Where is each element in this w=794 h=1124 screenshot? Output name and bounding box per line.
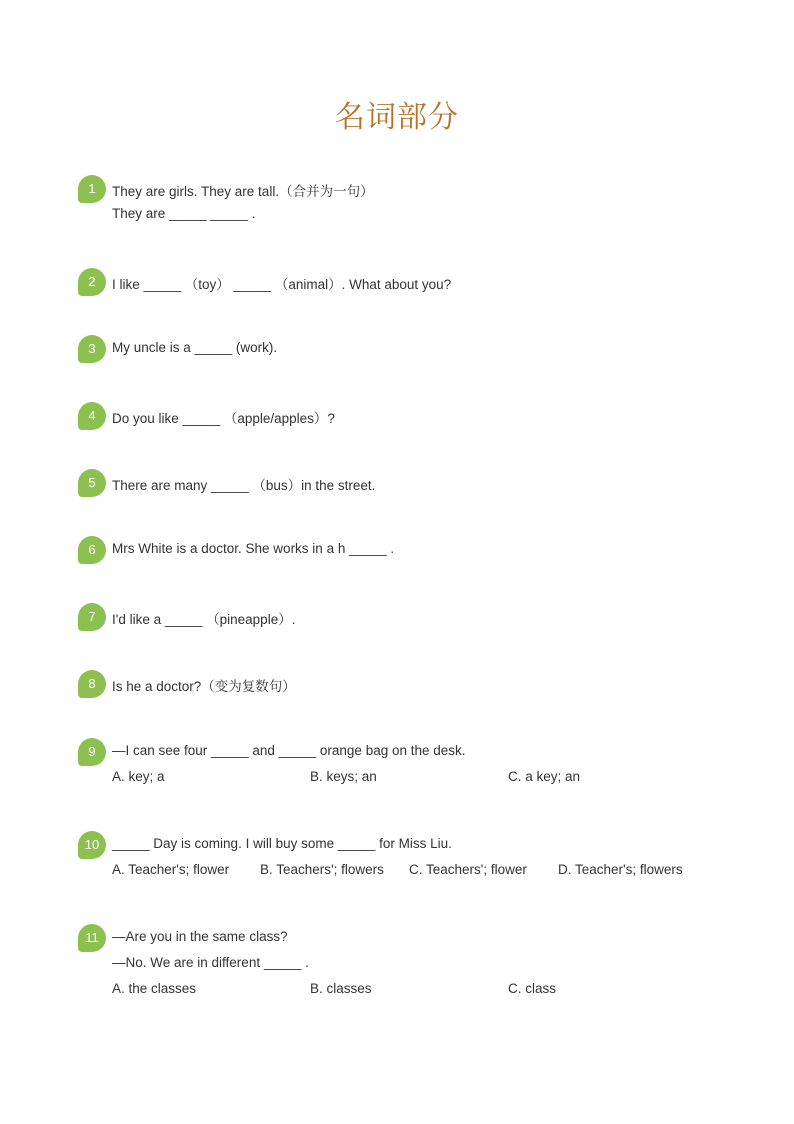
question-text: There are many _____ （bus）in the street. xyxy=(112,478,376,493)
question-number-badge: 4 xyxy=(78,402,106,430)
option-b: B. Teachers'; flowers xyxy=(260,862,384,877)
question-text: _____ Day is coming. I will buy some _____ for Miss Liu. xyxy=(112,836,452,851)
question-number-badge: 8 xyxy=(78,670,106,698)
option-d: D. Teacher's; flowers xyxy=(558,862,683,877)
question-text: Mrs White is a doctor. She works in a h _____ . xyxy=(112,541,395,556)
question-text: My uncle is a _____ (work). xyxy=(112,340,278,355)
question-number-badge: 1 xyxy=(78,175,106,203)
question-text: —No. We are in different _____ . xyxy=(112,955,309,970)
question-text: They are _____ _____ . xyxy=(112,206,256,221)
option-a: A. key; a xyxy=(112,769,165,784)
question-text: Is he a doctor?（变为复数句） xyxy=(112,679,296,694)
option-b: B. classes xyxy=(310,981,372,996)
question-number-badge: 9 xyxy=(78,738,106,766)
question-number-badge: 2 xyxy=(78,268,106,296)
option-b: B. keys; an xyxy=(310,769,377,784)
question-number-badge: 7 xyxy=(78,603,106,631)
question-number-badge: 3 xyxy=(78,335,106,363)
question-number-badge: 10 xyxy=(78,831,106,859)
page-title: 名词部分 xyxy=(335,100,459,135)
question-text: —I can see four _____ and _____ orange bag on the desk. xyxy=(112,743,466,758)
option-c: C. class xyxy=(508,981,557,996)
question-text: I like _____ （toy） _____ （animal）. What about you? xyxy=(112,277,452,292)
option-a: A. the classes xyxy=(112,981,197,996)
option-c: C. Teachers'; flower xyxy=(409,862,527,877)
question-number-badge: 6 xyxy=(78,536,106,564)
question-text: Do you like _____ （apple/apples）? xyxy=(112,411,335,426)
question-number-badge: 11 xyxy=(78,924,106,952)
question-number-badge: 5 xyxy=(78,469,106,497)
question-text: They are girls. They are tall.（合并为一句） xyxy=(112,184,374,199)
question-text: —Are you in the same class? xyxy=(112,929,288,944)
question-text: I'd like a _____ （pineapple）. xyxy=(112,612,296,627)
option-a: A. Teacher's; flower xyxy=(112,862,230,877)
option-c: C. a key; an xyxy=(508,769,581,784)
